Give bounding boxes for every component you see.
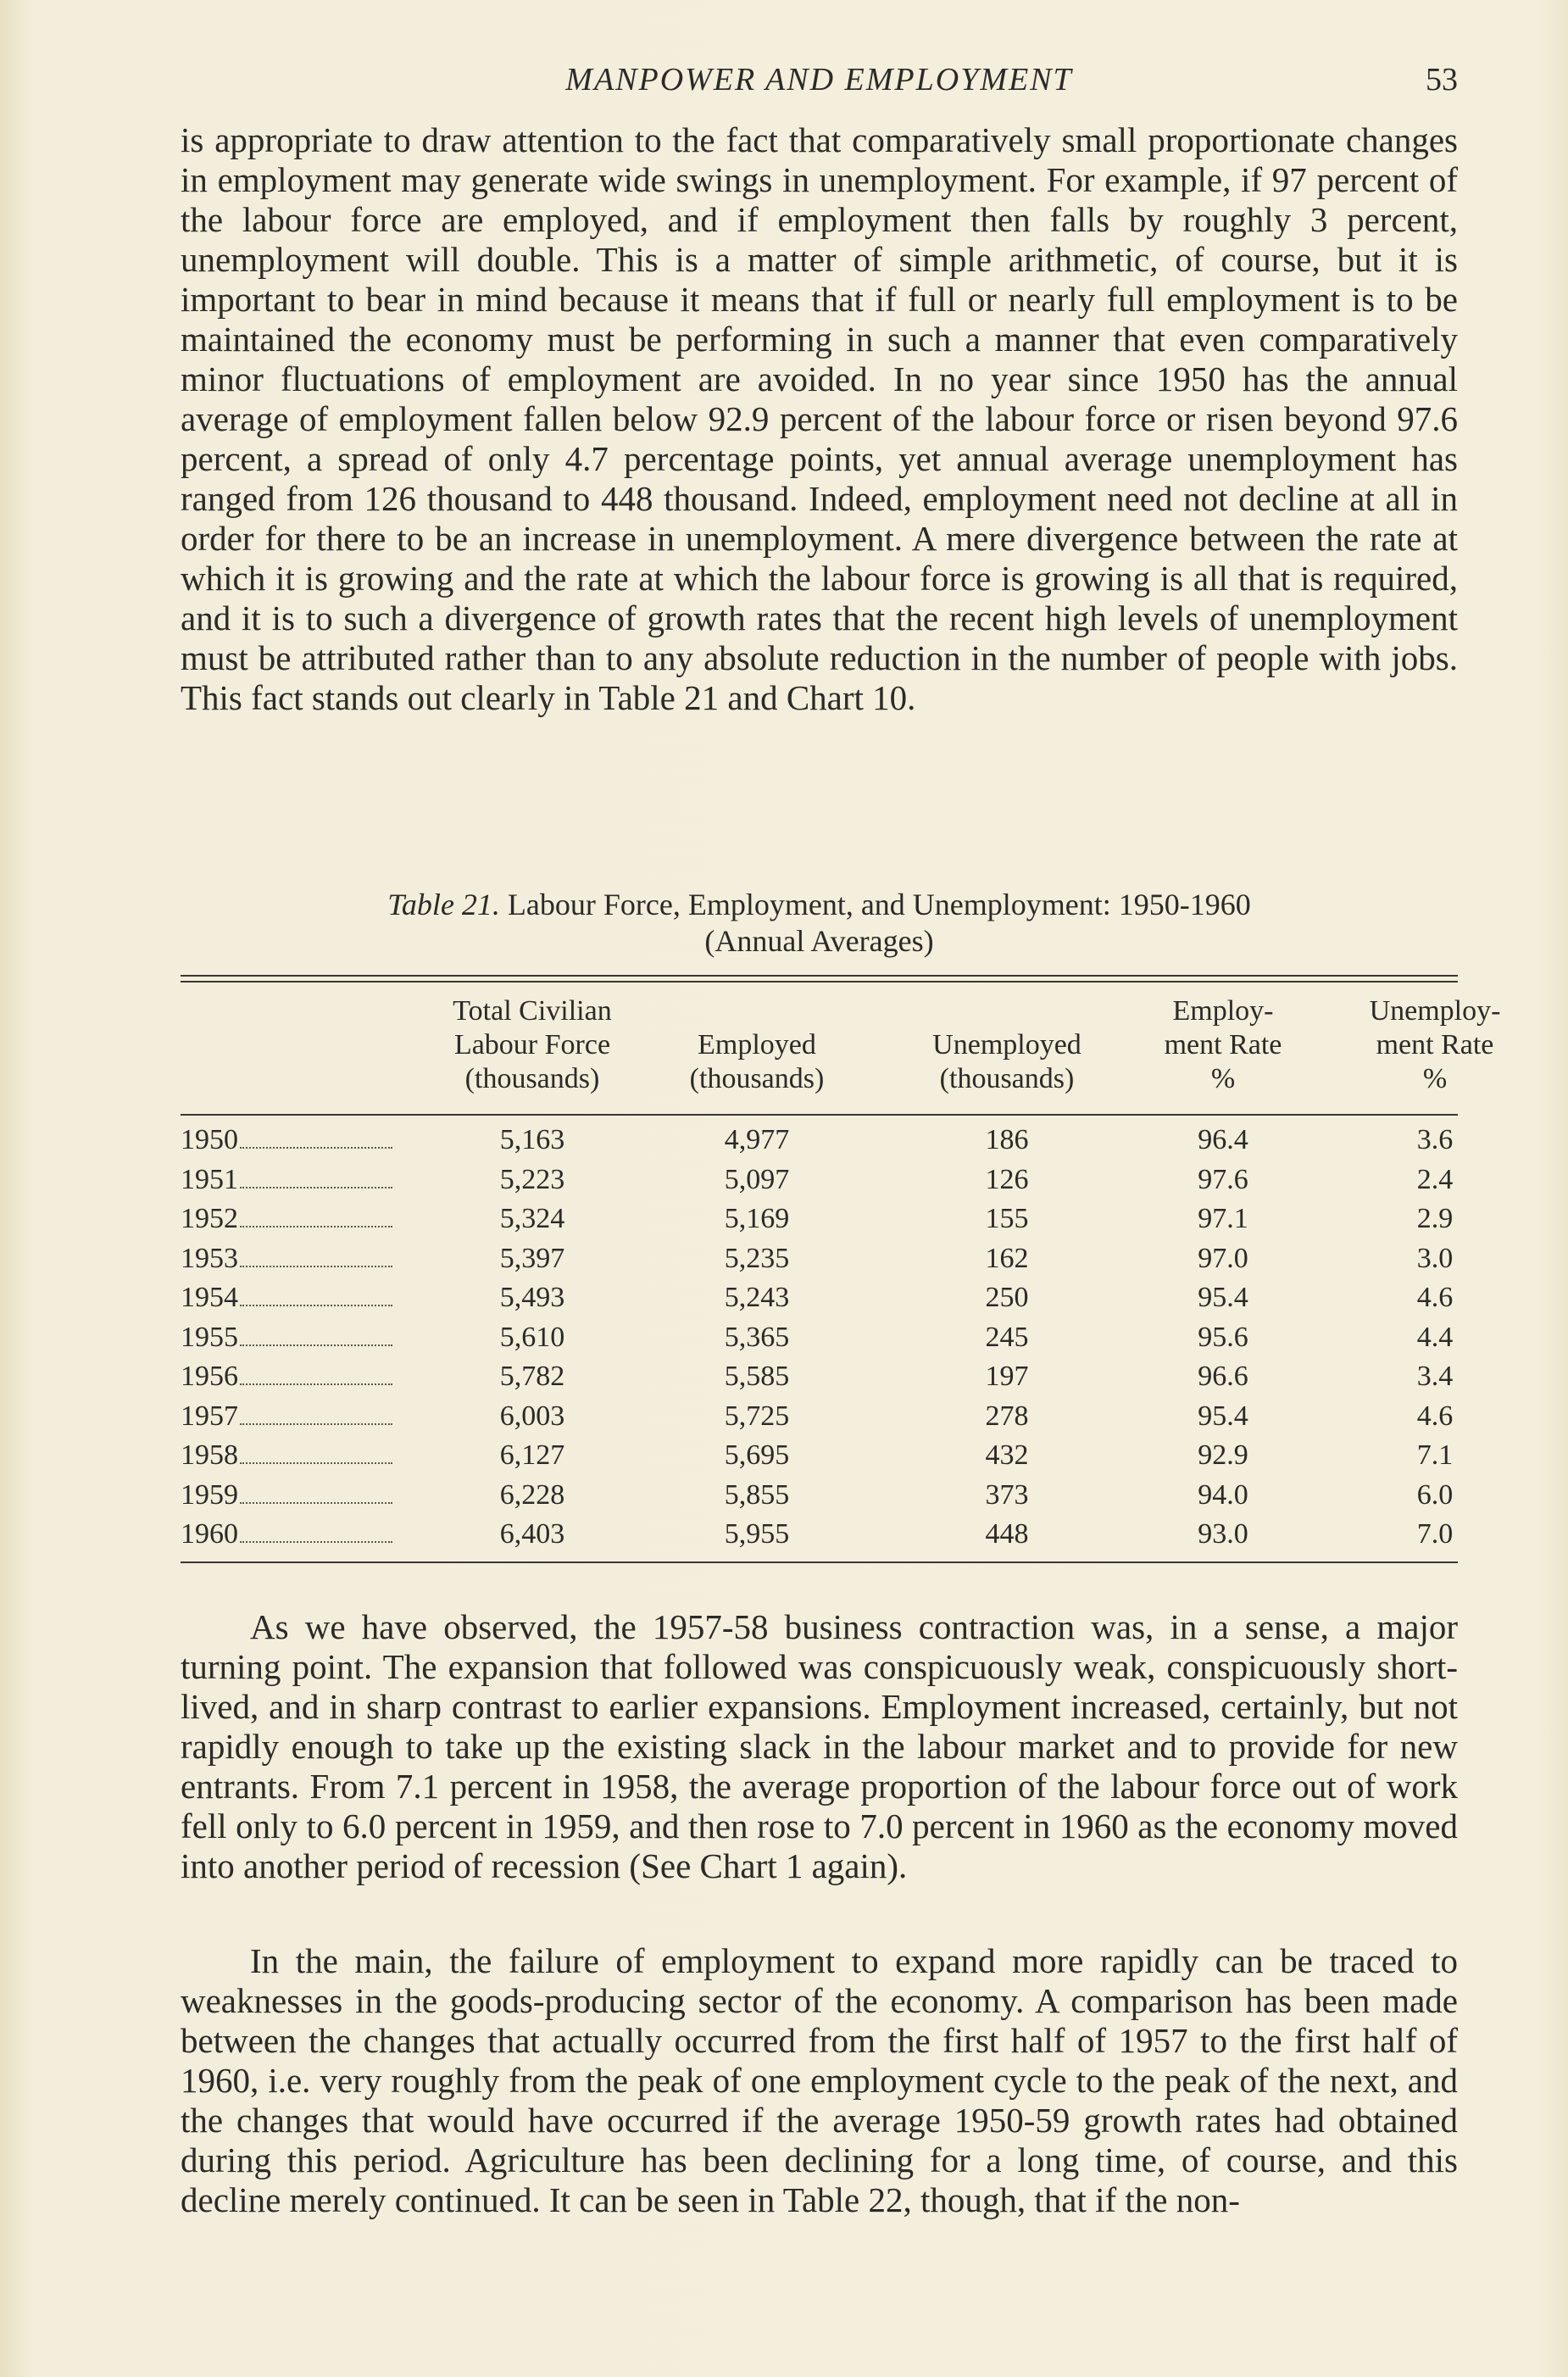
labour-force-cell: 6,403	[499, 1518, 565, 1550]
dot-leader	[240, 1440, 392, 1464]
labour-force-table	[181, 975, 1501, 1563]
unemployed-cell: 197	[985, 1361, 1029, 1392]
year-cell: 1950	[181, 1121, 392, 1161]
column-header-employment-rate: Employ- ment Rate %	[1164, 995, 1282, 1094]
running-head: MANPOWER AND EMPLOYMENT	[565, 62, 1073, 97]
table-row	[181, 1200, 1458, 1239]
employed-cell: 4,977	[724, 1124, 790, 1155]
labour-force-cell: 5,397	[499, 1242, 565, 1274]
employment-rate-cell: 95.6	[1198, 1321, 1248, 1353]
year-cell: 1958	[181, 1436, 392, 1476]
page-number: 53	[1426, 62, 1458, 97]
labour-force-cell: 5,610	[499, 1321, 565, 1353]
unemployment-rate-cell: 2.9	[1416, 1203, 1454, 1234]
employed-cell: 5,955	[724, 1518, 790, 1550]
table-header-row	[181, 983, 1501, 1114]
employment-rate-cell: 93.0	[1198, 1518, 1248, 1550]
dot-leader	[240, 1401, 392, 1425]
body-paragraph-2: As we have observed, the 1957-58 business contraction was, in a sense, a major turning point. The expansion that followed was conspicuously weak, conspicuously short-lived, and in sharp contrast to earlier expansions. Employment increased, certainly, but not rapidly enough to take up the existing slack in the labour market and to provide for new entrants. From 7.1 percent in 1958, the average proportion of the labour force out of work fell only to 6.0 percent in 1959, and then rose to 7.0 percent in 1960 as the economy moved into another period of recession (See Chart 1 again).	[181, 1607, 1458, 1885]
table-row	[181, 1397, 1458, 1437]
dot-leader	[240, 1244, 392, 1267]
table-caption	[181, 887, 1458, 960]
table-row	[181, 1476, 1458, 1516]
table-row	[181, 1515, 1458, 1555]
dot-leader	[240, 1204, 392, 1227]
column-header-employed: Employed (thousands)	[689, 1029, 825, 1094]
column-header-unemployed: Unemployed (thousands)	[932, 1029, 1081, 1094]
unemployment-rate-cell: 4.6	[1416, 1282, 1454, 1313]
year-cell: 1955	[181, 1318, 392, 1358]
employed-cell: 5,585	[724, 1361, 790, 1392]
year-cell: 1951	[181, 1161, 392, 1200]
year-cell: 1956	[181, 1357, 392, 1397]
unemployed-cell: 448	[985, 1518, 1029, 1550]
dot-leader	[240, 1125, 392, 1149]
labour-force-cell: 6,003	[499, 1400, 565, 1432]
unemployment-rate-cell: 2.4	[1416, 1163, 1454, 1195]
column-header-labour-force: Total Civilian Labour Force (thousands)	[453, 995, 612, 1094]
unemployment-rate-cell: 6.0	[1416, 1478, 1454, 1511]
unemployed-cell: 278	[985, 1400, 1029, 1432]
year-cell: 1960	[181, 1515, 392, 1555]
dot-leader	[240, 1519, 392, 1543]
labour-force-cell: 5,223	[499, 1163, 565, 1195]
dot-leader	[240, 1361, 392, 1385]
labour-force-cell: 5,493	[499, 1282, 565, 1313]
unemployment-rate-cell: 4.4	[1416, 1321, 1454, 1353]
labour-force-cell: 6,228	[499, 1478, 565, 1511]
unemployed-cell: 250	[985, 1282, 1029, 1313]
employment-rate-cell: 92.9	[1198, 1439, 1248, 1471]
labour-force-cell: 5,324	[499, 1203, 565, 1234]
column-header-unemployment-rate: Unemploy- ment Rate %	[1369, 995, 1501, 1094]
table-caption-title: Labour Force, Employment, and Unemployment: 1950-1960	[499, 888, 1251, 921]
unemployed-cell: 155	[985, 1203, 1029, 1234]
employed-cell: 5,235	[724, 1242, 790, 1274]
table-row	[181, 1436, 1458, 1476]
dot-leader	[240, 1165, 392, 1188]
employed-cell: 5,243	[724, 1282, 790, 1313]
employment-rate-cell: 96.6	[1198, 1361, 1248, 1392]
year-cell: 1952	[181, 1200, 392, 1239]
table-caption-subtitle: (Annual Averages)	[704, 924, 934, 958]
unemployment-rate-cell: 3.0	[1416, 1242, 1454, 1274]
body-paragraph-1: is appropriate to draw attention to the fact that comparatively small proportionate changes in employment may generate wide swings in unemployment. For example, if 97 percent of the labour force are employed, and if employment then falls by roughly 3 percent, unemployment will double. This is a matter of simple arithmetic, of course, but it is important to bear in mind because it means that if full or nearly full employment is to be maintained the economy must be performing in such a manner that even comparatively minor fluctuations of employment are avoided. In no year since 1950 has the annual average of employment fallen below 92.9 percent of the labour force or risen beyond 97.6 percent, a spread of only 4.7 percentage points, yet annual average unemployment has ranged from 126 thousand to 448 thousand. Indeed, employment need not decline at all in order for there to be an increase in unemployment. A mere divergence between the rate at which it is growing and the rate at which the labour force is growing is all that is required, and it is to such a divergence of growth rates that the recent high levels of unemployment must be attributed rather than to any absolute reduction in the number of people with jobs. This fact stands out clearly in Table 21 and Chart 10.	[181, 120, 1458, 717]
table-row	[181, 1278, 1458, 1318]
year-cell: 1959	[181, 1476, 392, 1516]
unemployment-rate-cell: 7.0	[1416, 1518, 1454, 1550]
table-row	[181, 1121, 1458, 1161]
table-top-rule	[181, 975, 1458, 983]
employment-rate-cell: 95.4	[1198, 1400, 1248, 1432]
year-cell: 1957	[181, 1397, 392, 1437]
unemployment-rate-cell: 4.6	[1416, 1400, 1454, 1432]
dot-leader	[240, 1480, 392, 1504]
table-body	[181, 1116, 1458, 1555]
unemployment-rate-cell: 3.6	[1416, 1124, 1454, 1155]
employed-cell: 5,695	[724, 1439, 790, 1471]
unemployed-cell: 162	[985, 1242, 1029, 1274]
table-row	[181, 1239, 1458, 1279]
employment-rate-cell: 97.0	[1198, 1242, 1248, 1274]
employed-cell: 5,725	[724, 1400, 790, 1432]
year-cell: 1954	[181, 1278, 392, 1318]
unemployed-cell: 186	[985, 1124, 1029, 1155]
table-bottom-rule	[181, 1561, 1458, 1563]
table-row	[181, 1161, 1458, 1200]
unemployed-cell: 432	[985, 1439, 1029, 1471]
employed-cell: 5,169	[724, 1203, 790, 1234]
employment-rate-cell: 96.4	[1198, 1124, 1248, 1155]
page-header	[181, 61, 1458, 103]
unemployed-cell: 126	[985, 1163, 1029, 1195]
employment-rate-cell: 97.6	[1198, 1163, 1248, 1195]
labour-force-cell: 6,127	[499, 1439, 565, 1471]
employed-cell: 5,365	[724, 1321, 790, 1353]
unemployed-cell: 373	[985, 1478, 1029, 1511]
unemployed-cell: 245	[985, 1321, 1029, 1353]
dot-leader	[240, 1283, 392, 1306]
employed-cell: 5,097	[724, 1163, 790, 1195]
labour-force-cell: 5,163	[499, 1124, 565, 1155]
employed-cell: 5,855	[724, 1478, 790, 1511]
employment-rate-cell: 97.1	[1198, 1203, 1248, 1234]
unemployment-rate-cell: 7.1	[1416, 1439, 1454, 1471]
unemployment-rate-cell: 3.4	[1416, 1361, 1454, 1392]
table-row	[181, 1318, 1458, 1358]
employment-rate-cell: 95.4	[1198, 1282, 1248, 1313]
year-cell: 1953	[181, 1239, 392, 1279]
table-row	[181, 1357, 1458, 1397]
labour-force-cell: 5,782	[499, 1361, 565, 1392]
table-caption-label: Table 21.	[387, 888, 500, 921]
dot-leader	[240, 1322, 392, 1346]
employment-rate-cell: 94.0	[1198, 1478, 1248, 1511]
body-paragraph-3: In the main, the failure of employment to expand more rapidly can be traced to weaknesses in the goods-producing sector of the economy. A comparison has been made between the changes that actually occurred from the first half of 1957 to the first half of 1960, i.e. very roughly from the peak of one employment cycle to the peak of the next, and the changes that would have occurred if the average 1950-59 growth rates had obtained during this period. Agriculture has been declining for a long time, of course, and this decline merely continued. It can be seen in Table 22, though, that if the non-	[181, 1941, 1458, 2219]
